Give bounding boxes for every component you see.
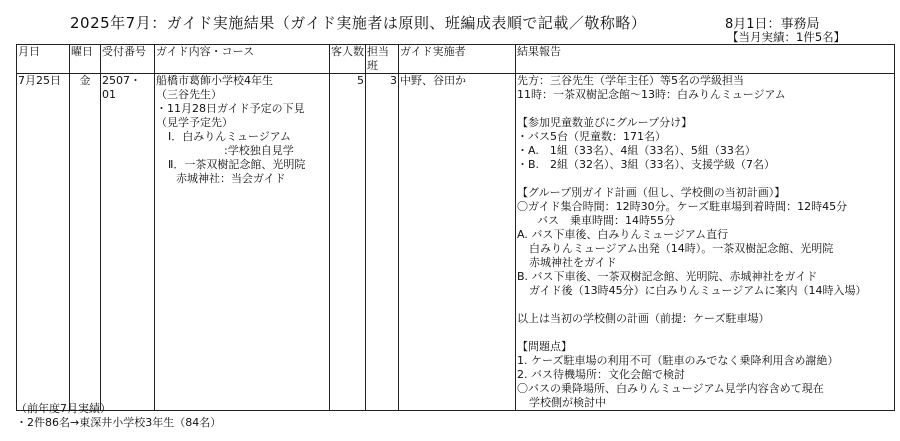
col-header-guides: ガイド実施者 — [399, 45, 516, 74]
col-header-guests: 客人数 — [330, 45, 366, 74]
guide-line: （見学予定先） — [156, 116, 233, 129]
cell-guests: 5 — [330, 74, 366, 411]
table-row — [17, 74, 895, 411]
report-line: 1. ケーズ駐車場の利用不可（駐車のみでなく乗降利用含め謝絶） — [517, 354, 839, 367]
footer-line: （前年度7月実績） — [16, 402, 111, 415]
col-header-guide-course: ガイド内容・コース — [155, 45, 330, 74]
report-line: 【グループ別ガイド計画（但し、学校側の当初計画）】 — [517, 186, 786, 199]
cell-team: 3 — [366, 74, 399, 411]
report-line: 白みりんミュージアム出発（14時）。一茶双樹記念館、光明院 — [529, 242, 834, 255]
report-line: ・B. 2組（32名）、3組（33名）、支援学級（7名） — [517, 158, 776, 171]
page-title: 2025年7月：ガイド実施結果（ガイド実施者は原則、班編成表順で記載／敬称略） — [70, 14, 647, 32]
cell-day: 金 — [70, 74, 101, 411]
report-line: 〇バスの乗降場所、白みりんミュージアム見学内容含めて現在 — [517, 382, 824, 395]
report-line: 2. バス待機場所：文化会館で検討 — [517, 368, 685, 381]
cell-guides: 中野、谷田か — [399, 74, 516, 411]
report-line: 赤城神社をガイド — [529, 256, 617, 269]
report-date: 8月1日：事務局 — [725, 17, 820, 32]
report-line: A. バス下車後、白みりんミュージアム直行 — [517, 228, 729, 241]
cell-guide-course — [155, 74, 330, 411]
col-header-report: 結果報告 — [516, 45, 895, 74]
col-header-date: 月日 — [17, 45, 70, 74]
report-line: 以上は当初の学校側の計画（前提：ケーズ駐車場） — [517, 312, 770, 325]
footer-notes — [16, 402, 221, 430]
report-line: 学校側が検討中 — [529, 396, 606, 409]
col-header-reception: 受付番号 — [101, 45, 155, 74]
report-line: ・A. 1組（33名）、4組（33名）、5組（33名） — [517, 144, 756, 157]
col-header-team: 担当班 — [366, 45, 399, 74]
report-line: 【参加児童数並びにグループ分け】 — [517, 116, 693, 129]
report-line: バス 乗車時間：14時55分 — [537, 214, 675, 227]
cell-date: 7月25日 — [17, 74, 70, 411]
report-line: B. バス下車後、一茶双樹記念館、光明院、赤城神社をガイド — [517, 270, 818, 283]
report-line: 11時：一茶双樹記念館～13時：白みりんミュージアム — [517, 88, 786, 101]
col-header-day: 曜日 — [70, 45, 101, 74]
guide-line: :学校独自見学 — [224, 144, 294, 157]
footer-line: ・2件86名→東深井小学校3年生（84名） — [16, 416, 222, 429]
guide-line: （三谷先生） — [156, 88, 222, 101]
report-line: 〇ガイド集合時間：12時30分。ケーズ駐車場到着時間：12時45分 — [517, 200, 848, 213]
monthly-count: 【当月実績：1件5名】 — [727, 30, 846, 44]
cell-reception: 2507・01 — [101, 74, 155, 411]
report-line: 【問題点】 — [517, 340, 572, 353]
report-line: 先方：三谷先生（学年主任）等5名の学級担当 — [517, 74, 744, 87]
guide-line: Ⅰ．白みりんミュージアム — [168, 130, 292, 143]
report-line: ガイド後（13時45分）に白みりんミュージアムに案内（14時入場） — [529, 284, 867, 297]
report-line: ・バス5台（児童数：171名） — [517, 130, 666, 143]
guide-line: ・11月28日ガイド予定の下見 — [156, 102, 305, 115]
table-header-row — [17, 45, 895, 74]
guide-line: Ⅱ．一茶双樹記念館、光明院 — [168, 158, 306, 171]
guide-results-table — [16, 44, 895, 411]
guide-line: 船橋市葛飾小学校4年生 — [156, 74, 273, 87]
guide-line: 赤城神社：当会ガイド — [176, 172, 286, 185]
cell-report — [516, 74, 895, 411]
